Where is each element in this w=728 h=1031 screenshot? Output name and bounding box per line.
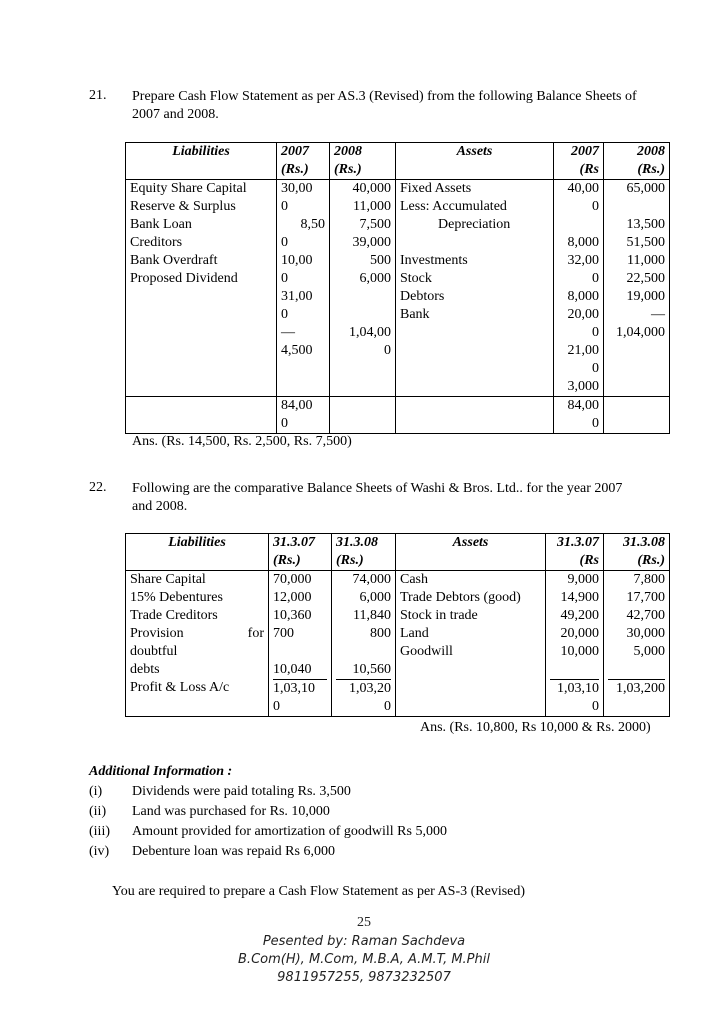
- q22-text: [132, 480, 672, 516]
- q22-value-y1: [273, 643, 327, 661]
- q22-asset-value-y1-total: 0: [592, 699, 599, 714]
- q21-asset-value-2007: 8,000: [567, 289, 599, 304]
- additional-item-label: (iv): [89, 844, 110, 859]
- q22-header-a2: [604, 534, 670, 571]
- q22-asset-item: Land: [400, 626, 429, 641]
- q21-col-a2008: [604, 180, 670, 397]
- q22-header-a2-date: 31.3.08: [623, 535, 665, 550]
- q21-header-2007-unit: (Rs.): [281, 162, 309, 177]
- q22-asset-value-y2: 42,700: [626, 608, 665, 623]
- additional-item-text: Dividends were paid totaling Rs. 3,500: [132, 784, 351, 799]
- q21-asset-value-2007: 8,000: [567, 235, 599, 250]
- q22-asset-item: Stock in trade: [400, 608, 478, 623]
- q21-total-liabilities-a: 84,00: [281, 398, 313, 413]
- q21-value-2007: 0: [281, 271, 288, 286]
- q21-asset-value-2007: 0: [592, 199, 599, 214]
- q21-liability-item: Reserve & Surplus: [130, 199, 236, 214]
- q22-asset-item: Cash: [400, 572, 428, 587]
- q22-value-y2: 11,840: [353, 608, 391, 623]
- q21-asset-value-2008: 19,000: [626, 289, 665, 304]
- q21-header-2007: [277, 143, 330, 180]
- q22-header-y2: [332, 534, 396, 571]
- q21-asset-item: Investments: [400, 253, 468, 268]
- q22-asset-value-y2-total: 1,03,200: [608, 679, 665, 698]
- q21-asset-item: [400, 234, 549, 252]
- q21-value-2007: 0: [281, 307, 288, 322]
- q22-number: 22.: [89, 480, 107, 495]
- q22-asset-value-y1: 10,000: [560, 644, 599, 659]
- q21-value-2007: 4,500: [281, 343, 313, 358]
- q22-asset-item: Goodwill: [400, 644, 453, 659]
- q22-header-y1-unit: (Rs.): [273, 553, 301, 568]
- q22-asset-value-y1: 9,000: [567, 572, 599, 587]
- q21-liabilities-list: [126, 180, 277, 397]
- additional-info-heading: Additional Information :: [89, 764, 233, 779]
- q21-header-2007-year: 2007: [281, 144, 309, 159]
- q21-header-a2008-unit: (Rs.): [637, 162, 665, 177]
- q21-value-2008: 1,04,00: [349, 325, 391, 340]
- q22-asset-value-y2: 17,700: [626, 590, 665, 605]
- q22-col-a2: [604, 571, 670, 717]
- q21-value-2008: 39,000: [352, 235, 391, 250]
- q22-col-y2: [332, 571, 396, 717]
- q22-liability-item: doubtful: [130, 644, 178, 659]
- q21-asset-item: Debtors: [400, 289, 445, 304]
- q22-header-row: [126, 534, 670, 571]
- q22-asset-value-y1: 14,900: [560, 590, 599, 605]
- q22-liability-item: Share Capital: [130, 572, 206, 587]
- q22-text-line2: and 2008.: [132, 499, 188, 514]
- q22-asset-value-y2: 5,000: [633, 644, 665, 659]
- footer-presenter: Pesented by: Raman Sachdeva: [262, 934, 466, 949]
- q22-asset-value-y2: 7,800: [633, 572, 665, 587]
- q22-header-y1-date: 31.3.07: [273, 535, 315, 550]
- additional-item-text: Amount provided for amortization of goodwill Rs 5,000: [132, 824, 447, 839]
- q21-value-2008: 11,000: [353, 199, 391, 214]
- q21-total-row: [126, 397, 670, 434]
- q21-answer: Ans. (Rs. 14,500, Rs. 2,500, Rs. 7,500): [132, 434, 352, 449]
- q21-header-a2008-year: 2008: [637, 144, 665, 159]
- q21-value-2007: 8,50: [300, 217, 325, 232]
- q21-header-a2007-unit: (Rs: [579, 162, 599, 177]
- q21-value-2008: 7,500: [359, 217, 391, 232]
- q21-total-a2008-empty: [604, 397, 670, 434]
- q22-value-y1: 700: [273, 626, 294, 641]
- page-number: 25: [357, 915, 371, 930]
- q21-total-liabilities-b: 0: [281, 416, 288, 431]
- q21-text-line2: 2007 and 2008.: [132, 107, 219, 122]
- q21-value-2007: —: [281, 325, 295, 340]
- q21-asset-value-2008: 51,500: [626, 235, 665, 250]
- q22-value-y2: [336, 643, 391, 661]
- q21-value-2008: [334, 306, 391, 324]
- q22-asset-item: Trade Debtors (good): [400, 590, 521, 605]
- q22-header-y2-unit: (Rs.): [336, 553, 364, 568]
- q22-header-liabilities: Liabilities: [126, 534, 269, 571]
- q21-value-2007: 0: [281, 199, 288, 214]
- q21-value-2008: 500: [370, 253, 391, 268]
- q21-asset-value-2008: 11,000: [627, 253, 665, 268]
- q22-asset-value-y2: 30,000: [626, 626, 665, 641]
- q21-total-assets: [554, 397, 604, 434]
- q22-answer: Ans. (Rs. 10,800, Rs 10,000 & Rs. 2000): [420, 720, 651, 735]
- q22-asset-value-y1: 20,000: [560, 626, 599, 641]
- q22-liability-word: Provision: [130, 626, 184, 641]
- q22-header-a1: [546, 534, 604, 571]
- q22-value-y2: 10,560: [352, 662, 391, 677]
- q21-total-empty: [126, 397, 277, 434]
- footer-phone: 9811957255, 9873232507: [277, 970, 451, 985]
- additional-item-text: Land was purchased for Rs. 10,000: [132, 804, 330, 819]
- q21-balance-sheet-table: [125, 142, 670, 434]
- q22-asset-value-y1-total: 1,03,10: [550, 679, 599, 698]
- q21-asset-value-2008: [608, 198, 665, 216]
- q22-value-y2: 74,000: [352, 572, 391, 587]
- q21-total-2008-empty: [330, 397, 396, 434]
- q22-body-row: [126, 571, 670, 717]
- q22-value-y1: 12,000: [273, 590, 312, 605]
- q22-liability-spacer: [130, 697, 264, 715]
- q21-body-row: [126, 180, 670, 397]
- q22-value-y2: 6,000: [359, 590, 391, 605]
- q22-header-a1-date: 31.3.07: [557, 535, 599, 550]
- q21-asset-value-2007: 32,00: [567, 253, 599, 268]
- q22-value-y2: 800: [370, 626, 391, 641]
- q21-value-2007: 0: [281, 235, 288, 250]
- q21-asset-value-2007: 0: [592, 271, 599, 286]
- q21-asset-value-2008: 22,500: [626, 271, 665, 286]
- additional-item-text: Debenture loan was repaid Rs 6,000: [132, 844, 335, 859]
- q21-asset-value-2007: 20,00: [567, 307, 599, 322]
- q21-asset-value-2008: 13,500: [626, 217, 665, 232]
- q21-asset-value-2007: 0: [592, 361, 599, 376]
- q22-header-a1-unit: (Rs: [579, 553, 599, 568]
- q21-value-2008: 40,000: [352, 181, 391, 196]
- instruction-text: You are required to prepare a Cash Flow Statement as per AS-3 (Revised): [112, 884, 526, 899]
- q22-liabilities-list: [126, 571, 269, 717]
- q21-asset-item: Stock: [400, 271, 432, 286]
- q21-value-2008: [334, 288, 391, 306]
- additional-item: [89, 802, 689, 822]
- q21-total-assets-b: 0: [592, 416, 599, 431]
- additional-item: [89, 822, 689, 842]
- q22-balance-sheet-table: [125, 533, 670, 717]
- q21-header-a2008: [604, 143, 670, 180]
- q22-liability-item: Profit & Loss A/c: [130, 680, 230, 695]
- q22-value-y1-total: 0: [273, 699, 280, 714]
- q22-liability-item: Trade Creditors: [130, 608, 218, 623]
- q21-text-line1: Prepare Cash Flow Statement as per AS.3 (Revised) from the following Balance Sheets of: [132, 89, 637, 104]
- q21-header-row: [126, 143, 670, 180]
- additional-item-label: (ii): [89, 804, 107, 819]
- q21-header-2008-year: 2008: [334, 144, 362, 159]
- q21-asset-value-2008: 65,000: [626, 181, 665, 196]
- q21-value-2007: 31,00: [281, 289, 313, 304]
- q21-total-assets-a: 84,00: [567, 398, 599, 413]
- q21-asset-value-2007: 0: [592, 325, 599, 340]
- q21-asset-value-2007: 40,00: [567, 181, 599, 196]
- q22-value-y2-total: 1,03,20: [336, 679, 391, 698]
- q21-header-liabilities: Liabilities: [126, 143, 277, 180]
- q21-text: [132, 88, 672, 124]
- q22-liability-item: 15% Debentures: [130, 590, 223, 605]
- q22-header-y2-date: 31.3.08: [336, 535, 378, 550]
- q21-asset-value-2008: —: [651, 307, 665, 322]
- q21-liability-item: Equity Share Capital: [130, 181, 247, 196]
- q21-total-liabilities: [277, 397, 330, 434]
- q21-col-2007: [277, 180, 330, 397]
- q21-value-2008: 6,000: [359, 271, 391, 286]
- q21-header-2008: [330, 143, 396, 180]
- additional-item: [89, 842, 689, 862]
- q21-liability-item: Bank Loan: [130, 217, 192, 232]
- q22-value-y1: 10,360: [273, 608, 312, 623]
- additional-item-label: (i): [89, 784, 103, 799]
- q22-asset-value-y1: [550, 661, 599, 679]
- q21-liability-item: Creditors: [130, 235, 183, 250]
- q21-value-2008: 0: [384, 343, 391, 358]
- q21-header-a2007: [554, 143, 604, 180]
- q22-value-y1-total: 1,03,10: [273, 679, 327, 698]
- q22-header-y1: [269, 534, 332, 571]
- q22-liability-item: debts: [130, 662, 160, 677]
- q22-asset-value-y2: [608, 661, 665, 679]
- q21-asset-value-2007: [558, 216, 599, 234]
- q22-asset-value-y1: 49,200: [560, 608, 599, 623]
- q21-col-2008: [330, 180, 396, 397]
- q21-liability-item: Proposed Dividend: [130, 271, 238, 286]
- additional-item: [89, 782, 689, 802]
- q21-asset-item: Fixed Assets: [400, 181, 472, 196]
- additional-item-label: (iii): [89, 824, 110, 839]
- q22-header-a2-unit: (Rs.): [637, 553, 665, 568]
- q21-header-assets: Assets: [396, 143, 554, 180]
- q21-total-assets-empty: [396, 397, 554, 434]
- q21-value-2007: 10,00: [281, 253, 313, 268]
- q21-asset-item: Less: Accumulated: [400, 199, 507, 214]
- q21-asset-item: Bank: [400, 307, 430, 322]
- q21-header-a2007-year: 2007: [571, 144, 599, 159]
- q22-liability-item-provision: [130, 625, 264, 643]
- q22-text-line1: Following are the comparative Balance Sheets of Washi & Bros. Ltd.. for the year 2007: [132, 481, 623, 496]
- q22-header-assets: Assets: [396, 534, 546, 571]
- q21-header-2008-unit: (Rs.): [334, 162, 362, 177]
- q22-col-a1: [546, 571, 604, 717]
- q21-asset-value-2007: 3,000: [567, 379, 599, 394]
- q21-col-a2007: [554, 180, 604, 397]
- q21-number: 21.: [89, 88, 107, 103]
- q22-value-y1: 10,040: [273, 662, 312, 677]
- q21-value-2007: 30,00: [281, 181, 313, 196]
- q21-asset-value-2007: 21,00: [567, 343, 599, 358]
- q22-col-y1: [269, 571, 332, 717]
- q22-liability-word: for: [247, 626, 264, 641]
- q22-value-y2-total: 0: [384, 699, 391, 714]
- footer-qualifications: B.Com(H), M.Com, M.B.A, A.M.T, M.Phil: [238, 952, 490, 967]
- q21-asset-value-2008: 1,04,000: [616, 325, 665, 340]
- q22-assets-list: [396, 571, 546, 717]
- q21-asset-item: Depreciation: [438, 217, 511, 232]
- q22-value-y1: 70,000: [273, 572, 312, 587]
- q21-assets-list: [396, 180, 554, 397]
- q21-liability-item: Bank Overdraft: [130, 253, 218, 268]
